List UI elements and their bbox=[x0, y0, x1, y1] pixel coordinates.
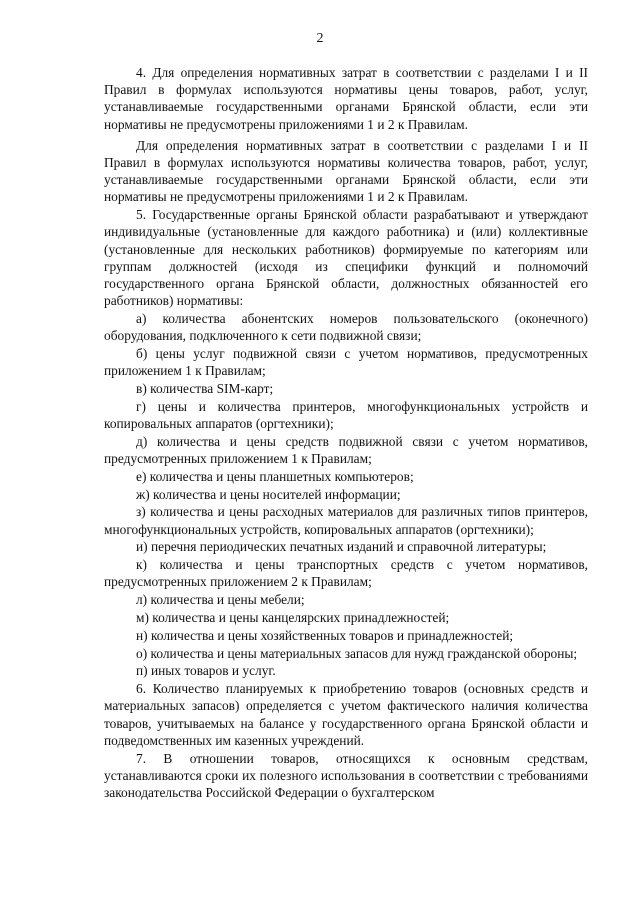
list-item-p: п) иных товаров и услуг. bbox=[136, 663, 276, 679]
paragraph-5: 5. Государственные органы Брянской области разрабатывают и утверждают индивидуальные (установленные для каждого работника) и (или) коллективные (установленные для нескольких работников) формируемые по категориям или группам должностей (исходя из специфики функций и полномочий государственного органа Брянской области, должностных обязанностей его работников) нормативы: bbox=[104, 207, 588, 309]
list-item-b: б) цены услуг подвижной связи с учетом нормативов, предусмотренных приложением 1 к Правилам; bbox=[104, 346, 588, 379]
list-item-a: а) количества абонентских номеров пользовательского (оконечного) оборудования, подключенного к сети подвижной связи; bbox=[104, 311, 588, 344]
list-item-e: е) количества и цены планшетных компьютеров; bbox=[136, 468, 414, 484]
paragraph-4: 4. Для определения нормативных затрат в соответствии с разделами I и II Правил в формулах используются нормативы цены товаров, работ, услуг, устанавливаемые государственными органами Брянской области, если эти нормативы не предусмотрены приложениями 1 и 2 к Правилам. bbox=[104, 65, 588, 132]
list-item-m: м) количества и цены канцелярских принадлежностей; bbox=[136, 610, 450, 626]
paragraph-4-continued: Для определения нормативных затрат в соответствии с разделами I и II Правил в формулах используются нормативы количества товаров, работ, услуг, устанавливаемые государственными органами Брянской области, если эти нормативы не предусмотрены приложениями 1 и 2 к Правилам. bbox=[104, 137, 588, 205]
paragraph-6: 6. Количество планируемых к приобретению товаров (основных средств и материальных запасов) определяется с учетом фактического наличия количества товаров, учитываемых на балансе у государственного органа Брянской области и подведомственных им казенных учреждений. bbox=[104, 681, 588, 748]
paragraph-7: 7. В отношении товаров, относящихся к основным средствам, устанавливаются сроки их полезного использования в соответствии с требованиями законодательства Российской Федерации о бухгалтерском bbox=[104, 750, 588, 801]
list-item-d: д) количества и цены средств подвижной связи с учетом нормативов, предусмотренных приложением 1 к Правилам; bbox=[104, 433, 588, 467]
list-item-zh: ж) количества и цены носителей информации; bbox=[136, 486, 401, 502]
list-item-l: л) количества и цены мебели; bbox=[136, 592, 305, 608]
page-number: 2 bbox=[316, 31, 324, 46]
list-item-n: н) количества и цены хозяйственных товаров и принадлежностей; bbox=[136, 627, 514, 643]
document-body bbox=[104, 64, 588, 802]
list-item-i: и) перечня периодических печатных изданий и справочной литературы; bbox=[136, 539, 547, 555]
list-item-v: в) количества SIM-карт; bbox=[136, 381, 274, 397]
list-item-z: з) количества и цены расходных материалов для различных типов принтеров, многофункциональных устройств, копировальных аппаратов (оргтехники); bbox=[104, 504, 588, 537]
list-item-g: г) цены и количества принтеров, многофункциональных устройств и копировальных аппаратов (оргтехники); bbox=[104, 398, 588, 432]
list-item-o: о) количества и цены материальных запасов для нужд гражданской обороны; bbox=[136, 645, 578, 661]
list-item-k: к) количества и цены транспортных средств с учетом нормативов, предусмотренных приложением 2 к Правилам; bbox=[104, 557, 588, 590]
